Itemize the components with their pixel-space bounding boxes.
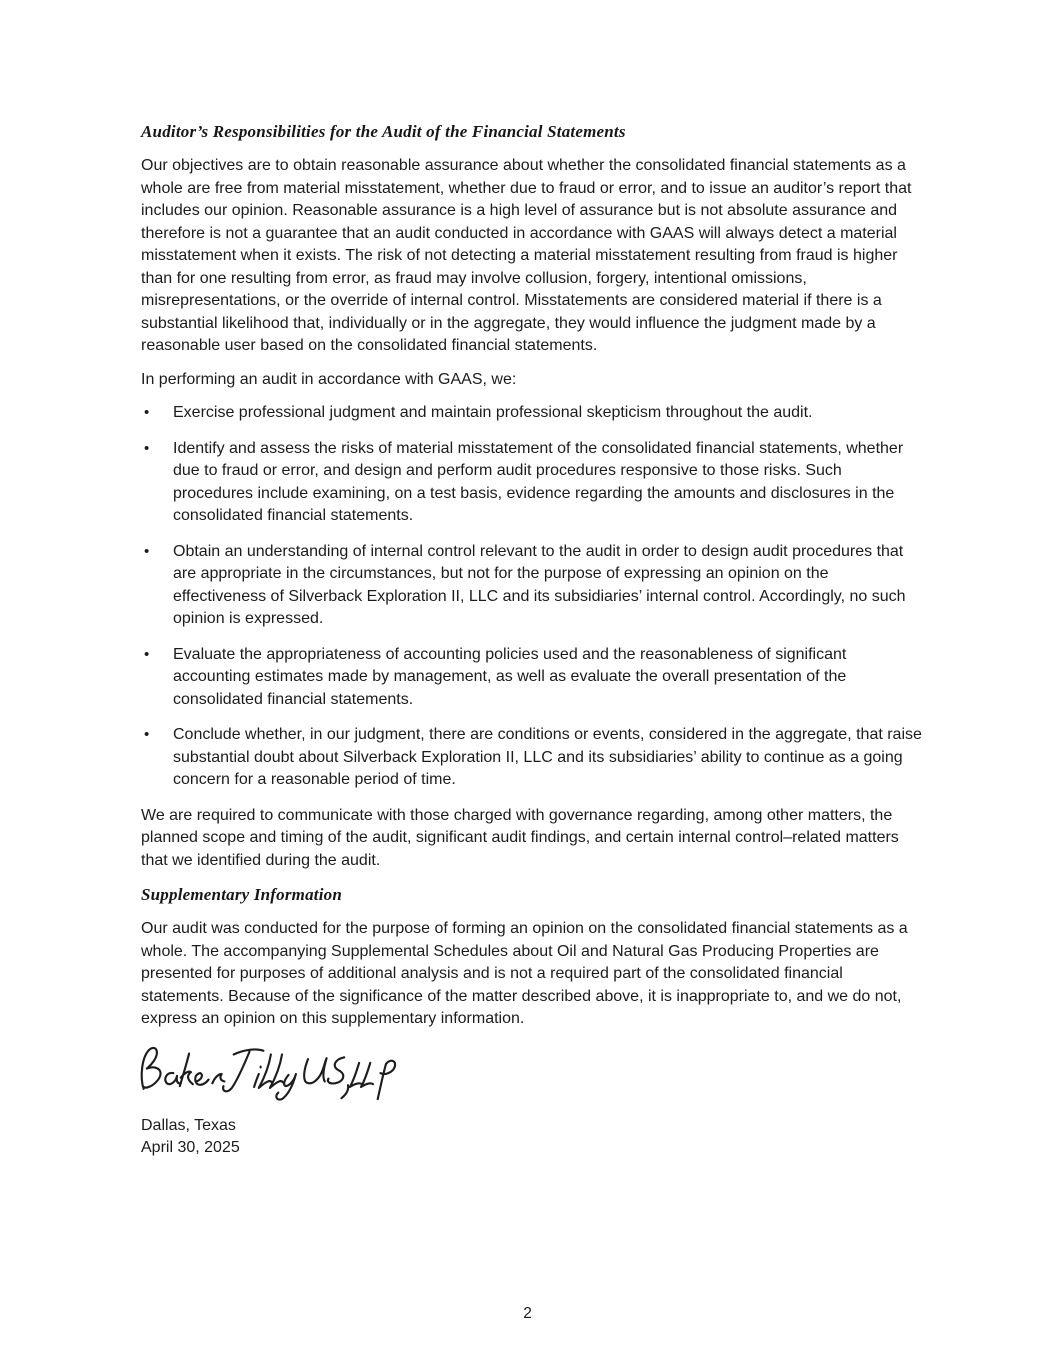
document-page xyxy=(141,0,925,1160)
list-item-identify xyxy=(141,438,925,528)
list-item-text: Identify and assess the risks of material misstatement of the consolidated financial statements, whether due to fraud or error, and design and perform audit procedures responsive to those risks. Such procedures include examining, on a test basis, evidence regarding the amounts and disclosures in the consolidated financial statements. xyxy=(173,439,904,524)
bullet-icon: • xyxy=(144,726,150,743)
paragraph-governance: We are required to communicate with those charged with governance regarding, among other matters, the planned scope and timing of the audit, significant audit findings, and certain internal control–related matters that we identified during the audit. xyxy=(141,806,899,869)
bullet-icon: • xyxy=(144,542,150,560)
signature-date: April 30, 2025 xyxy=(141,1139,240,1156)
signature-image xyxy=(138,1045,400,1103)
bullet-icon: • xyxy=(144,645,150,663)
list-item-text: Conclude whether, in our judgment, there are conditions or events, considered in the aggregate, that raise substantial doubt about Silverback Exploration II, LLC and its subsidiaries’ ability to continue as a going concern for a reasonable period of time. xyxy=(173,726,922,788)
list-item-exercise xyxy=(141,402,925,425)
audit-procedures-list xyxy=(141,402,925,792)
signature-city: Dallas, Texas xyxy=(141,1116,236,1134)
signature-lines xyxy=(141,1115,925,1160)
bullet-icon: • xyxy=(144,404,150,421)
heading-supplementary-information: Supplementary Information xyxy=(141,885,343,904)
paragraph-gaas-intro: In performing an audit in accordance with GAAS, we: xyxy=(141,370,517,388)
list-item-text: Exercise professional judgment and maintain professional skepticism throughout the audit. xyxy=(173,404,813,421)
list-item-text: Evaluate the appropriateness of accounting policies used and the reasonableness of significant accounting estimates made by management, as well as evaluate the overall presentation of the consolidated financial statements. xyxy=(173,645,847,708)
list-item-obtain xyxy=(141,541,925,631)
bullet-icon: • xyxy=(144,439,150,457)
signature-block xyxy=(141,1045,925,1160)
heading-auditors-responsibilities: Auditor’s Responsibilities for the Audit of the Financial Statements xyxy=(141,122,626,141)
list-item-text: Obtain an understanding of internal control relevant to the audit in order to design audit procedures that are appropriate in the circumstances, but not for the purpose of expressing an opinion on the effectiveness of Silverback Exploration II, LLC and its subsidiaries’ internal control. Accordingly, no such opinion is expressed. xyxy=(173,542,906,627)
page-number: 2 xyxy=(523,1305,532,1322)
paragraph-objectives: Our objectives are to obtain reasonable assurance about whether the consolidated financial statements as a whole are free from material misstatement, whether due to fraud or error, and to issue an auditor’s report that includes our opinion. Reasonable assurance is a high level of assurance but is not absolute assurance and therefore is not a guarantee that an audit conducted in accordance with GAAS will always detect a material misstatement when it exists. The risk of not detecting a material misstatement resulting from fraud is higher than for one resulting from error, as fraud may involve collusion, forgery, intentional omissions, misrepresentations, or the override of internal control. Misstatements are considered material if there is a substantial likelihood that, individually or in the aggregate, they would influence the judgment made by a reasonable user based on the consolidated financial statements. xyxy=(141,157,912,354)
list-item-conclude xyxy=(141,724,925,792)
paragraph-supplementary: Our audit was conducted for the purpose of forming an opinion on the consolidated financial statements as a whole. The accompanying Supplemental Schedules about Oil and Natural Gas Producing Properties are presented for purposes of additional analysis and is not a required part of the consolidated financial statements. Because of the significance of the matter described above, it is inappropriate to, and we do not, express an opinion on this supplementary information. xyxy=(141,920,908,1027)
list-item-evaluate xyxy=(141,644,925,712)
